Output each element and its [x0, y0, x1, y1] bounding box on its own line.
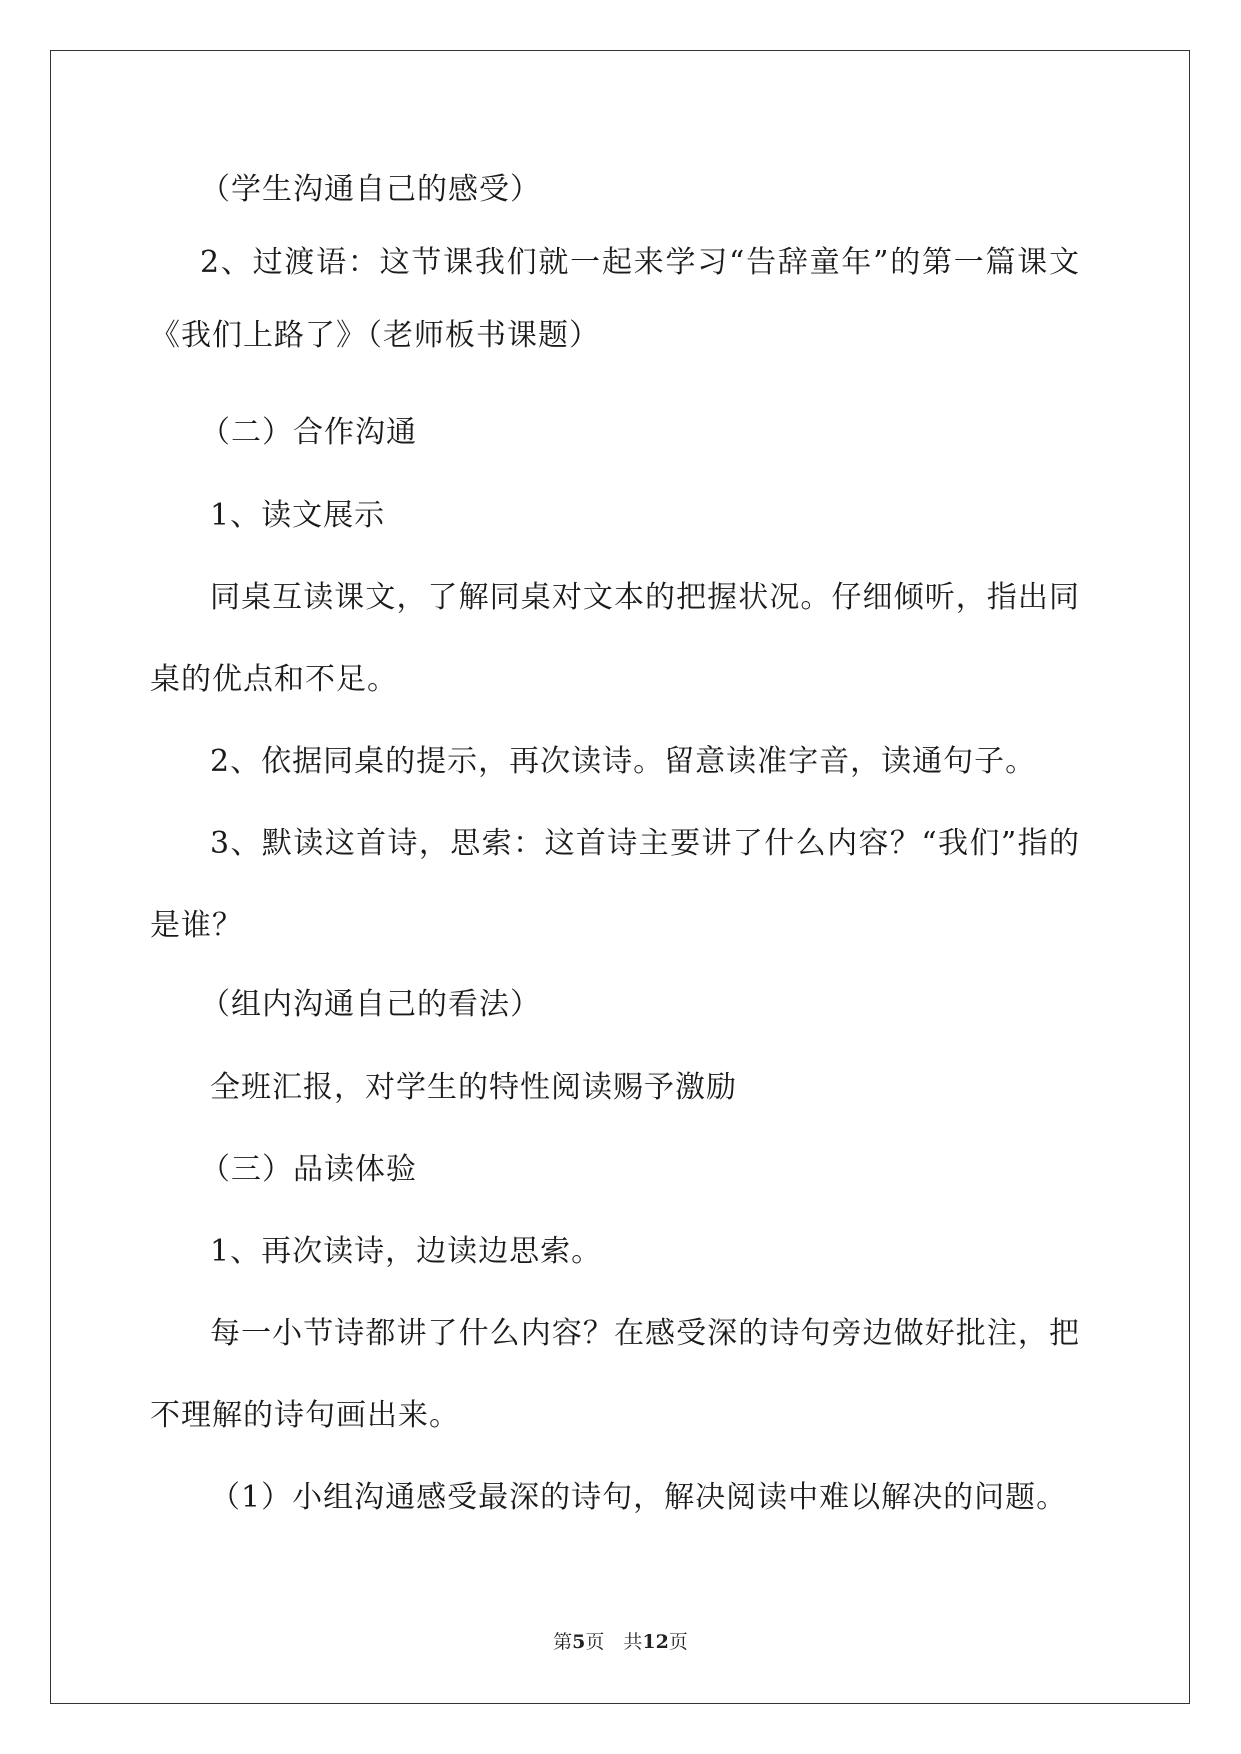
paragraph-line: 是谁？ [150, 908, 243, 943]
paragraph-line: 2、过渡语：这节课我们就一起来学习“告辞童年”的第一篇课文 [200, 245, 1080, 280]
paragraph-line: 3、默读这首诗，思索：这首诗主要讲了什么内容？“我们”指的 [210, 826, 1080, 861]
paragraph-line: 不理解的诗句画出来。 [150, 1398, 460, 1433]
section-heading: （三）品读体验 [200, 1152, 417, 1187]
paragraph-line: 每一小节诗都讲了什么内容？在感受深的诗句旁边做好批注，把 [210, 1316, 1080, 1351]
page-footer [0, 1630, 1241, 1654]
total-page-number: 12 [642, 1631, 669, 1653]
paragraph-line: 同桌互读课文，了解同桌对文本的把握状况。仔细倾听，指出同 [210, 580, 1080, 615]
paragraph-line: 1、再次读诗，边读边思索。 [210, 1234, 603, 1269]
paragraph-line: （组内沟通自己的看法） [200, 987, 541, 1022]
footer-suffix: 页 [668, 1631, 688, 1653]
current-page-number: 5 [572, 1631, 586, 1653]
footer-prefix: 第 [553, 1631, 573, 1653]
paragraph-line: 桌的优点和不足。 [150, 662, 398, 697]
paragraph-line: 2、依据同桌的提示，再次读诗。留意读准字音，读通句子。 [210, 744, 1037, 779]
paragraph-line: 1、读文展示 [210, 498, 386, 533]
footer-middle: 页 共 [585, 1631, 643, 1653]
paragraph-line: （学生沟通自己的感受） [200, 172, 541, 207]
paragraph-line: 全班汇报，对学生的特性阅读赐予激励 [210, 1070, 737, 1105]
section-heading: （二）合作沟通 [200, 415, 417, 450]
page-border [50, 50, 1190, 1704]
paragraph-line: （1）小组沟通感受最深的诗句，解决阅读中难以解决的问题。 [210, 1480, 1068, 1515]
paragraph-line: 《我们上路了》（老师板书课题） [150, 318, 600, 353]
